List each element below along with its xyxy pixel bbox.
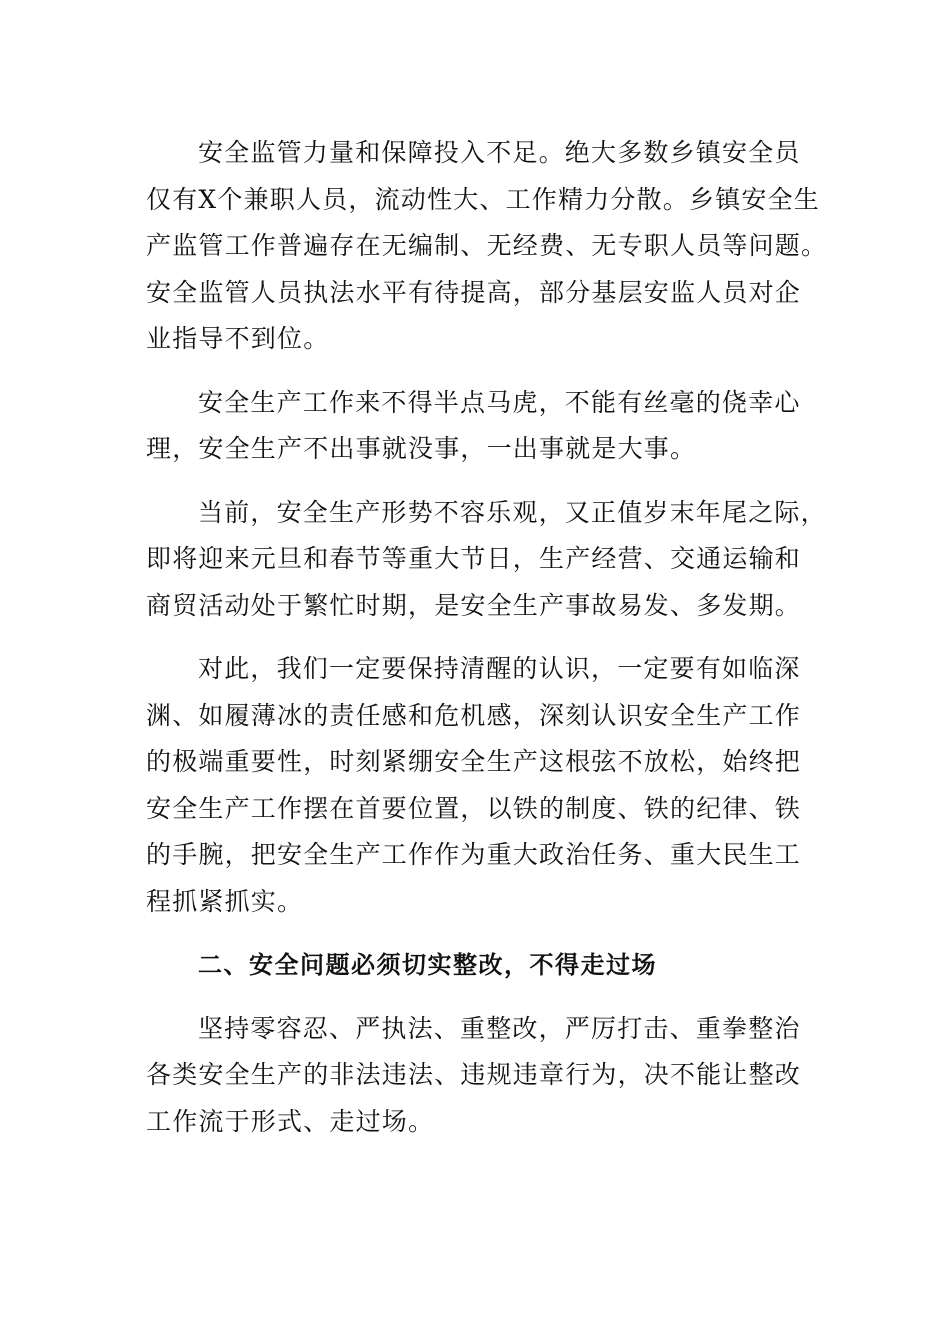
text-line: 产监管工作普遍存在无编制、无经费、无专职人员等问题。 [146, 231, 828, 260]
text-line: 对此，我们一定要保持清醒的认识，一定要有如临深 [198, 654, 801, 683]
paragraph-3 [146, 490, 827, 630]
text-line: 渊、如履薄冰的责任感和危机感，深刻认识安全生产工作 [146, 700, 802, 730]
text-line: 安全生产工作来不得半点马虎，不能有丝毫的侥幸心 [198, 387, 801, 417]
text-line: 各类安全生产的非法违法、违规违章行为，决不能让整改 [146, 1060, 802, 1089]
section-heading: 二、安全问题必须切实整改，不得走过场 [198, 951, 657, 979]
text-line: 的手腕，把安全生产工作作为重大政治任务、重大民生工 [146, 840, 802, 869]
text-line: 安全监管力量和保障投入不足。绝大多数乡镇安全员 [198, 138, 801, 167]
document-body [146, 130, 828, 1162]
paragraph-5 [146, 1006, 810, 1146]
text-line: 商贸活动处于繁忙时期，是安全生产事故易发、多发期。 [146, 590, 802, 620]
text-line: 的极端重要性，时刻紧绷安全生产这根弦不放松，始终把 [146, 747, 802, 776]
text-line: 坚持零容忍、严执法、重整改，严厉打击、重拳整治 [198, 1013, 801, 1043]
text-line: 仅有X个兼职人员，流动性大、工作精力分散。乡镇安全生 [146, 184, 821, 214]
text-line: 业指导不到位。 [146, 324, 330, 353]
paragraph-4 [146, 646, 810, 925]
text-line: 程抓紧抓实。 [146, 886, 304, 916]
paragraph-2 [146, 380, 810, 473]
paragraph-1 [146, 130, 828, 363]
text-line: 即将迎来元旦和春节等重大节日，生产经营、交通运输和 [146, 544, 802, 573]
text-line: 理，安全生产不出事就没事，一出事就是大事。 [146, 434, 697, 463]
text-line: 当前，安全生产形势不容乐观，又正值岁末年尾之际， [198, 497, 827, 527]
text-line: 安全生产工作摆在首要位置，以铁的制度、铁的纪律、铁 [146, 793, 802, 823]
text-line: 安全监管人员执法水平有待提高，部分基层安监人员对企 [146, 277, 802, 307]
text-line: 工作流于形式、走过场。 [146, 1106, 435, 1136]
